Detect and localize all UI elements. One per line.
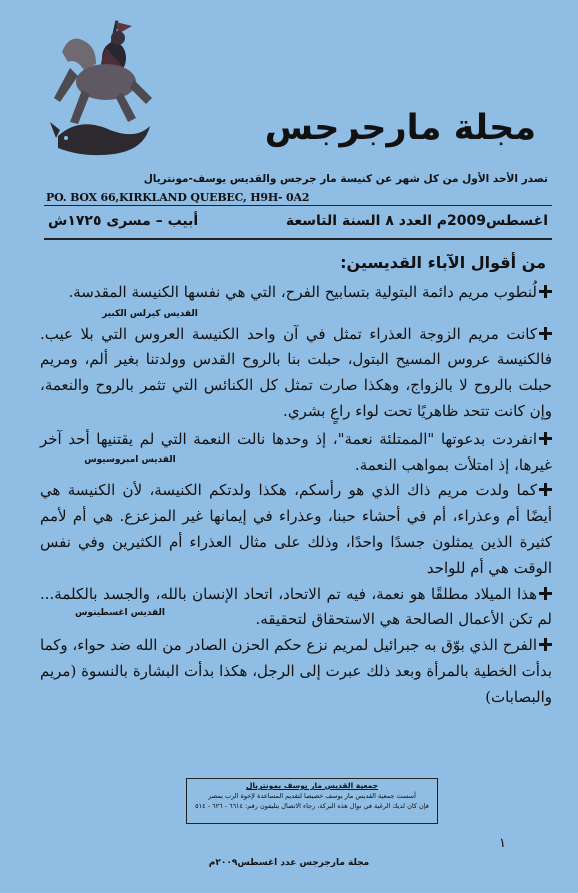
quote-text: كانت مريم الزوجة العذراء تمثل في آن واحد الكنيسة العروس التي بلا عيب. فالكنيسة عروس المسيح البتول، حبلت بنا بالروح القدس وولدتنا بغير ألم، ومريم حبلت بالروح لا بالزواج، وهكذا صارت تمثل كل الكنائس التي تثمر بالروح والنعمة، وإن كانت تتحد ظاهريًا تحت لواء راعٍ بشري. [40,324,552,420]
issue-date: اغسطس2009م [436,213,548,229]
article-body [40,250,552,711]
saint-attribution: القديس اغسطينوس [75,608,165,619]
divider-top [44,205,552,206]
saint-attribution: القديس امبروسيوس [84,455,176,466]
saint-george-dragon-icon [40,18,158,168]
divider-bottom [44,238,552,240]
notice-line: فإن كان لديك الرغبة في نوال هذه البركة، رجاء الاتصال بتليفون رقم: ٦٦١٤ - ٦٢٦ - ٥١٤ [195,802,429,810]
quote-paragraph [40,633,552,710]
quote-text: هذا الميلاد مطلقًا هو نعمة، فيه تم الاتحاد، اتحاد الإنسان بالله، والجسد بالكلمة... لم تكن الأعمال الصالحة هي الاستحقاق لتحقيقه. [40,584,552,629]
cross-icon [539,327,552,340]
quote-paragraph [40,322,552,425]
cross-icon [539,483,552,496]
notice-line: أسست جمعية القديس مار يوسف خصيصا لتقديم المساعدة لإخوة الرب بمصر [208,792,416,800]
saint-attribution: القديس كيرلس الكبير [102,308,198,319]
issue-number: العدد ٨ السنة التاسعة [285,213,432,229]
cross-icon [539,587,552,600]
article-heading: من أقوال الآباء القديسين: [340,253,546,272]
quote-text: الفرح الذي بوّق به جبرائيل لمريم نزع حكم الحزن الصادر من الله ضد حواء، وكما بدأت الخطية بالمرأة وبعد ذلك عبرت إلى الرجل، هكذا بدأت البشارة بالنسوة (مريم والبصابات) [40,636,552,706]
quote-text: كما ولدت مريم ذاك الذي هو رأسكم، هكذا ولدتكم الكنيسة، لأن الكنيسة هي أيضًا أم وعذراء، أم في أحشاء حبنا، وعذراء في إيمانها غير المزعزع. هي أم لأمم كثيرة الذين يمثلون جسدًا واحدًا، وذلك على مثال العذراء أم الكثيرين وفي نفس الوقت هي أم للواحد [40,481,552,577]
magazine-title: مجلة مارجرجس [264,108,536,148]
cross-icon [539,638,552,651]
association-notice-box [186,778,438,824]
cross-icon [539,432,552,445]
quote-text: انفردت بدعوتها "الممتلئة نعمة"، إذ وحدها نالت النعمة التي لم يقتنيها أحد آخر غيرها، إذ امتلأت بمواهب النعمة. [40,429,552,474]
quote-paragraph [40,280,552,306]
cross-icon [539,285,552,298]
coptic-date: أبيب – مسرى ١٧٢٥ش [48,213,199,229]
mailing-address: PO. BOX 66,KIRKLAND QUEBEC, H9H- 0A2 [46,191,310,204]
page-footer: مجلة مارجرجس عدد اغسطس٢٠٠٩م [208,858,370,868]
quote-text: لُنطوب مريم دائمة البتولية بتسابيح الفرح، التي هي نفسها الكنيسة المقدسة. [68,282,537,301]
page-number: ١ [499,836,506,851]
notice-title: جمعية القديس مار يوسف بمونتريال [245,781,379,790]
issue-info-bar [44,213,552,235]
quote-paragraph [40,478,552,581]
magazine-subtitle: تصدر الأحد الأول من كل شهر عن كنيسة مار جرجس والقديس يوسف-مونتريال [143,173,548,185]
